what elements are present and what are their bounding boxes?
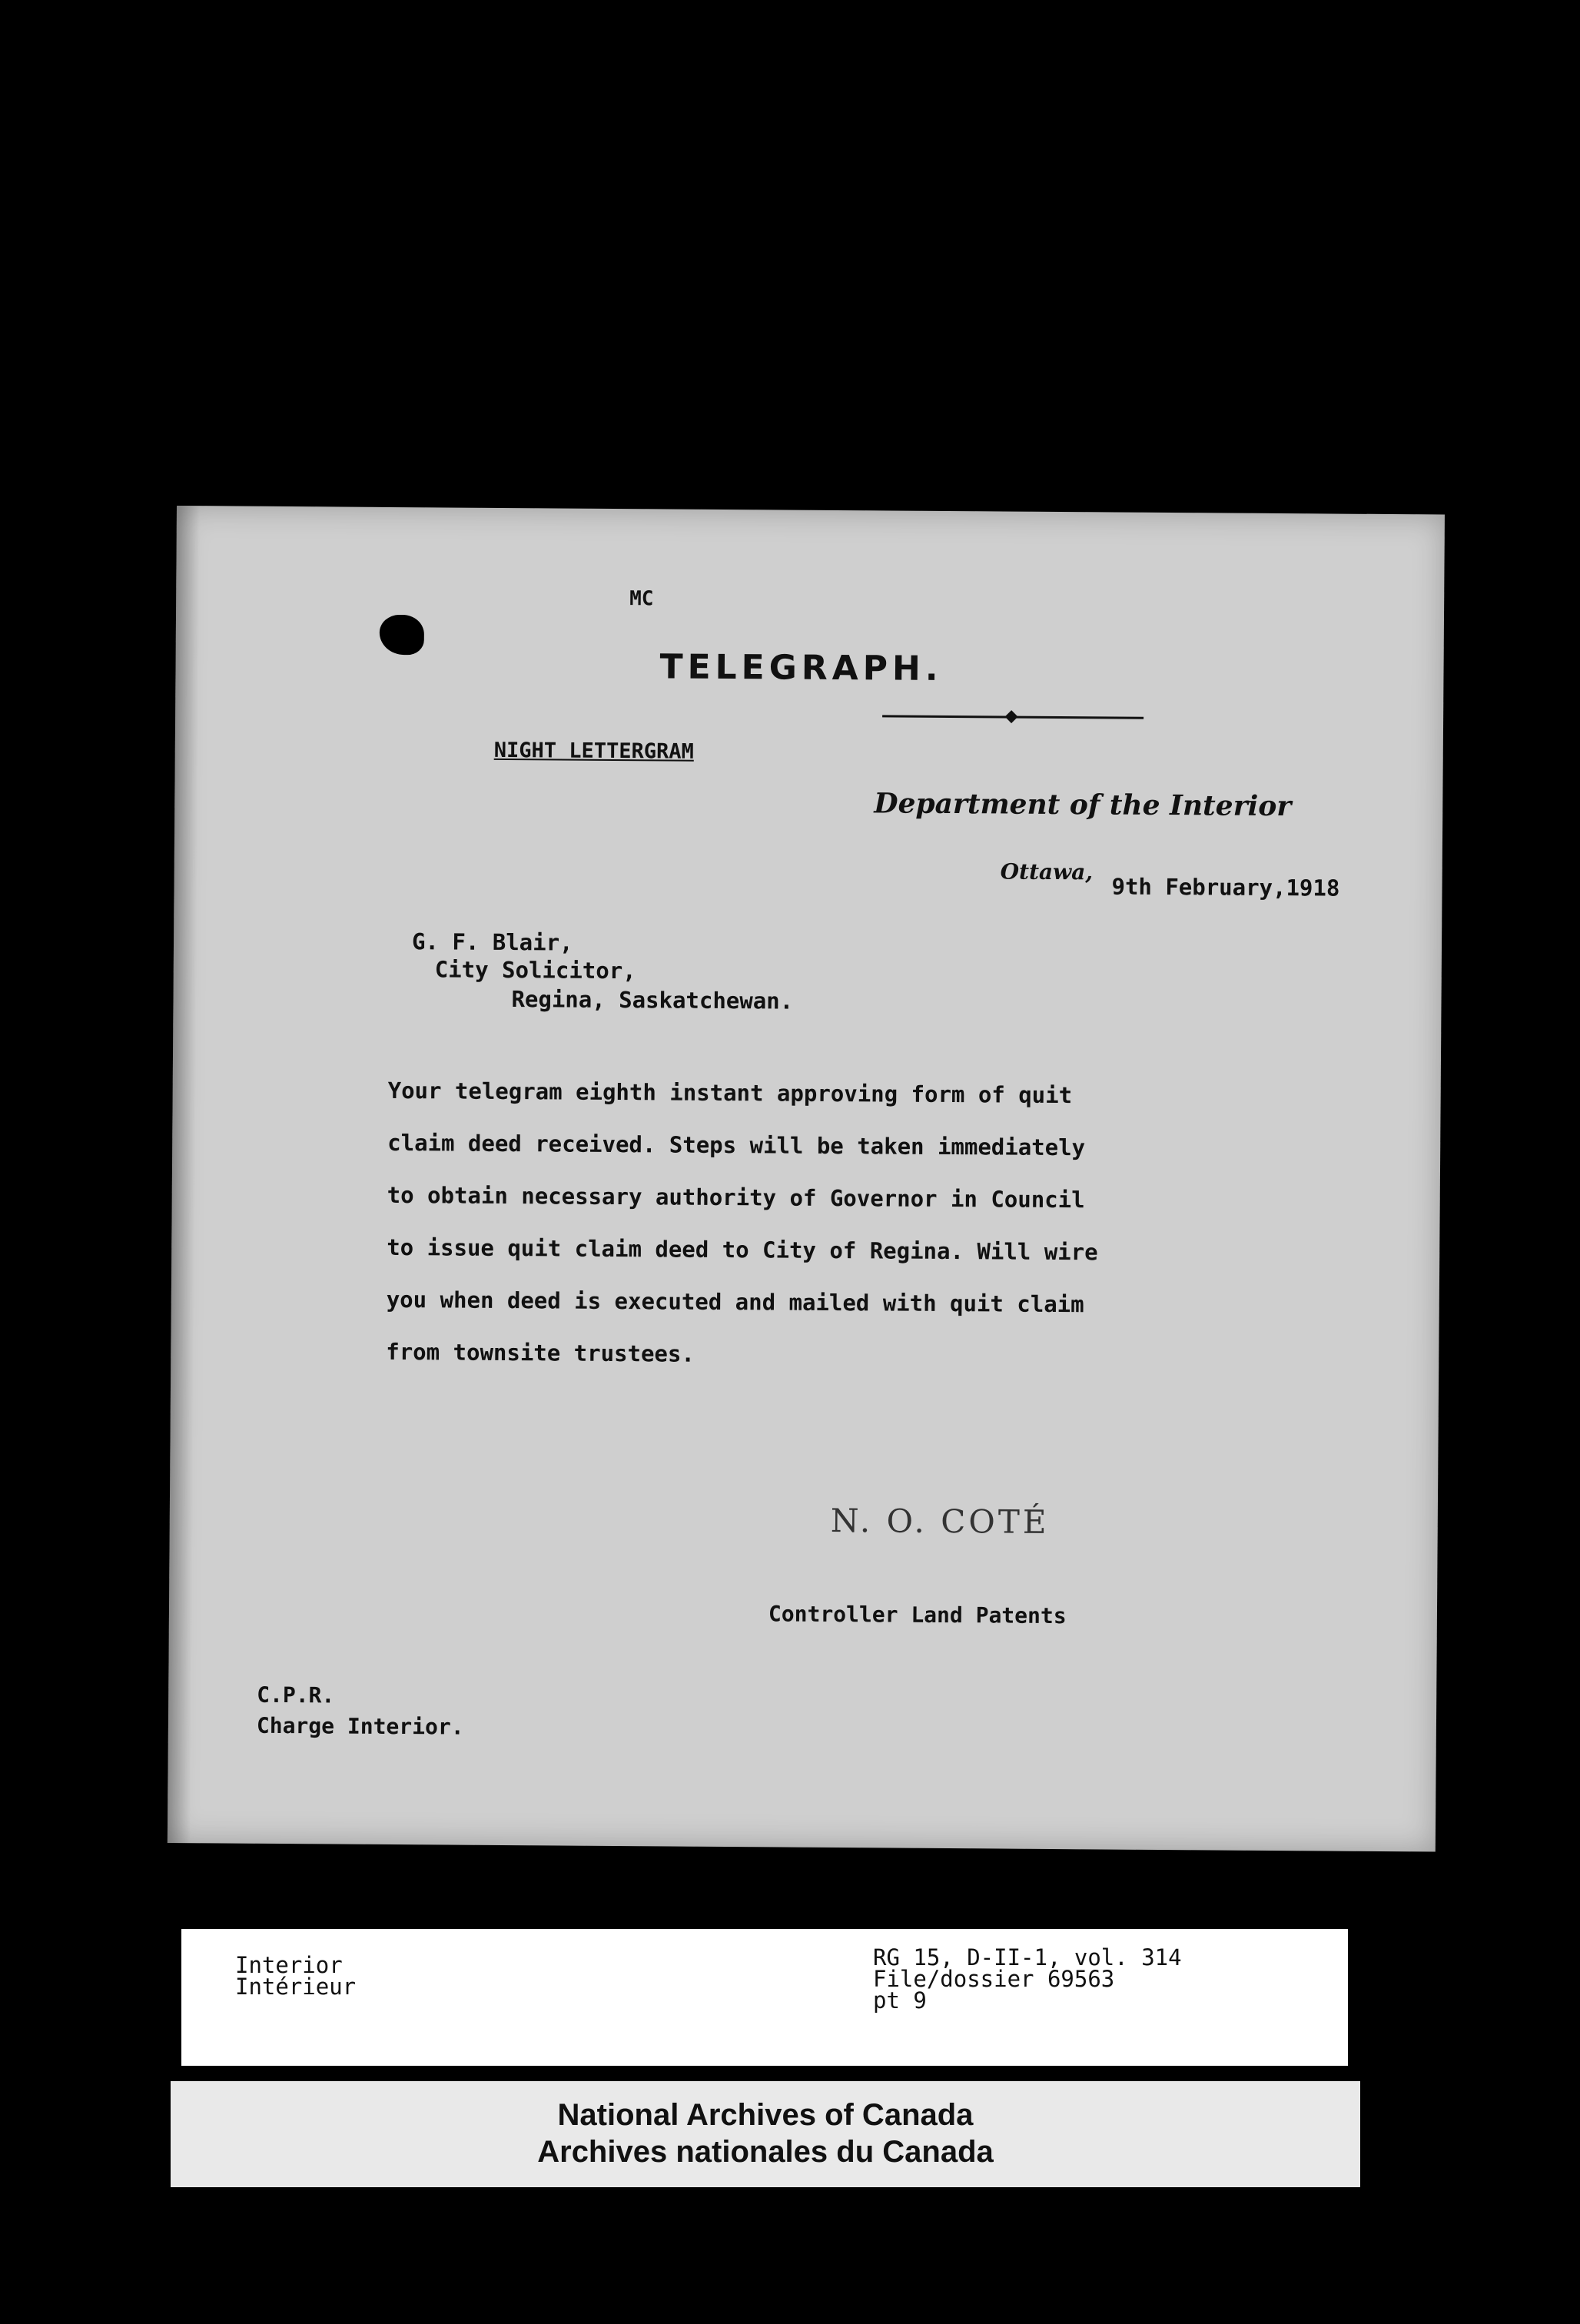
reference-department-fr: Intérieur <box>235 1974 357 2000</box>
punch-hole <box>380 615 424 655</box>
reference-record-group: RG 15, D-II-1, vol. 314 <box>873 1944 1182 1970</box>
telegram-document <box>168 506 1445 1851</box>
archival-reference-label <box>181 1929 1348 2066</box>
signature-stamp: N. O. COTÉ <box>830 1501 1050 1541</box>
archive-name-en: National Archives of Canada <box>557 2098 974 2132</box>
addressee-title: City Solicitor, <box>434 956 636 984</box>
telegram-heading: TELEGRAPH. <box>659 647 943 689</box>
telegram-code: MC <box>629 587 654 611</box>
body-line: you when deed is executed and mailed with quit claim <box>386 1286 1084 1318</box>
heading-rule <box>882 715 1144 719</box>
addressee-name: G. F. Blair, <box>411 928 573 956</box>
body-line: to issue quit claim deed to City of Regina. Will wire <box>387 1233 1098 1266</box>
body-line: from townsite trustees. <box>386 1338 695 1367</box>
place-name: Ottawa, <box>1000 858 1094 885</box>
reference-file-number: File/dossier 69563 <box>873 1966 1115 1992</box>
paper-edge-shadow <box>168 506 200 1843</box>
charge-line: Charge Interior. <box>256 1712 464 1740</box>
addressee-location: Regina, Saskatchewan. <box>511 986 794 1014</box>
body-line: claim deed received. Steps will be taken immediately <box>387 1129 1086 1161</box>
body-line: to obtain necessary authority of Governor in Council <box>387 1181 1085 1213</box>
wire-type: NIGHT LETTERGRAM <box>493 738 694 764</box>
reference-part: pt 9 <box>873 1987 927 2014</box>
department-name: Department of the Interior <box>874 787 1292 823</box>
signature-title: Controller Land Patents <box>768 1601 1067 1629</box>
reference-department: Interior <box>235 1952 343 1978</box>
charge-line: C.P.R. <box>257 1682 335 1708</box>
archive-name-fr: Archives nationales du Canada <box>537 2135 994 2169</box>
telegram-date: 9th February,1918 <box>1111 873 1340 901</box>
body-line: Your telegram eighth instant approving form of quit <box>387 1077 1073 1109</box>
archive-institution-label <box>171 2081 1360 2187</box>
